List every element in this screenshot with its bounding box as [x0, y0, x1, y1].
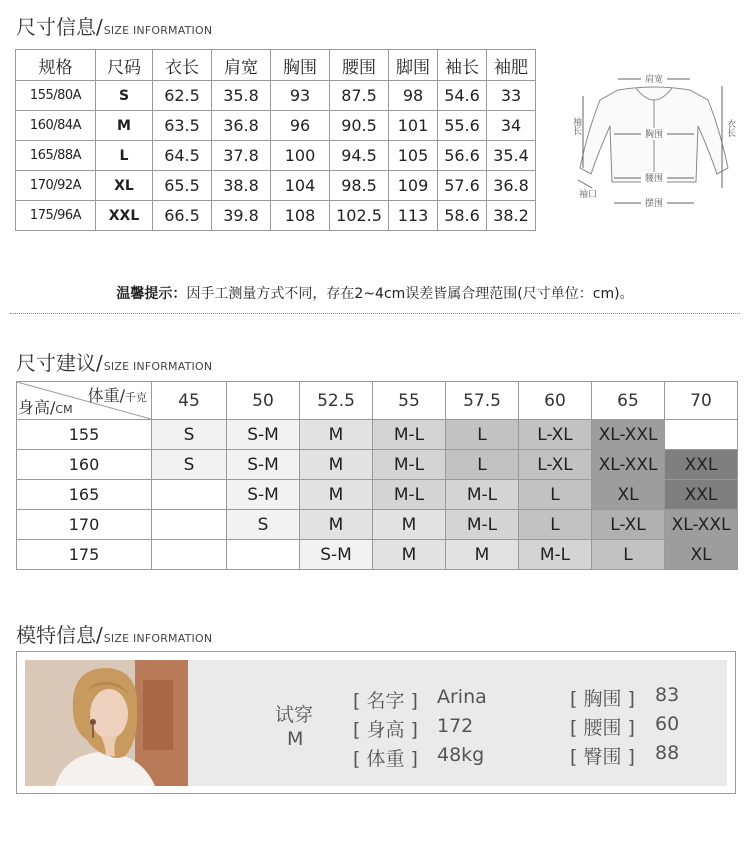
- model-info-box: [16, 651, 736, 794]
- size-suggestion-cell: M: [300, 450, 373, 480]
- weight-header-row: [17, 382, 738, 420]
- size-suggestion-cell: L: [446, 420, 519, 450]
- size-suggestion-cell: [227, 540, 300, 570]
- size-suggestion-cell: XL: [665, 540, 738, 570]
- table-cell: 104: [271, 171, 330, 201]
- diagram-label-shoulder: 肩宽: [644, 75, 664, 85]
- table-cell: 65.5: [153, 171, 212, 201]
- table-cell: 57.6: [438, 171, 487, 201]
- table-cell: 36.8: [212, 111, 271, 141]
- size-suggestion-cell: L-XL: [592, 510, 665, 540]
- table-cell: 87.5: [330, 81, 389, 111]
- table-cell: 35.4: [487, 141, 536, 171]
- table-cell: 98: [389, 81, 438, 111]
- header-cell: 规格: [16, 50, 96, 81]
- table-cell: 39.8: [212, 201, 271, 231]
- diagram-label-length: 衣长: [725, 119, 735, 137]
- model-photo: [25, 660, 188, 786]
- corner-weight-label: 体重/千克: [87, 386, 147, 405]
- spec-cell: 170/92A: [16, 171, 96, 201]
- waist-label: [ 腰围 ]: [570, 717, 635, 739]
- header-cell: 尺码: [96, 50, 153, 81]
- size-suggest-title: [16, 347, 212, 376]
- height-cell: 175: [17, 540, 152, 570]
- header-cell: 腰围: [330, 50, 389, 81]
- table-cell: 34: [487, 111, 536, 141]
- table-cell: 63.5: [153, 111, 212, 141]
- weight-cell: 52.5: [300, 382, 373, 420]
- size-suggestion-cell: XL-XXL: [592, 420, 665, 450]
- model-info-panel: [25, 660, 727, 786]
- size-suggestion-cell: L-XL: [519, 450, 592, 480]
- weight-cell: 55: [373, 382, 446, 420]
- size-suggestion-cell: M: [300, 480, 373, 510]
- size-cell: L: [96, 141, 153, 171]
- corner-height-label: 身高/CM: [18, 398, 73, 417]
- dotted-divider: [10, 313, 740, 314]
- size-suggestion-cell: M-L: [373, 480, 446, 510]
- size-suggestion-cell: XXL: [665, 480, 738, 510]
- weight-value: 48kg: [437, 744, 485, 766]
- height-cell: 165: [17, 480, 152, 510]
- size-suggestion-cell: XL: [592, 480, 665, 510]
- size-table-header: [16, 50, 536, 81]
- size-suggestion-cell: S-M: [227, 450, 300, 480]
- suggestion-rows: [17, 420, 738, 570]
- table-row: [17, 420, 738, 450]
- tip-text: 因手工测量方式不同，存在2~4cm误差皆属合理范围(尺寸单位：cm)。: [186, 286, 634, 302]
- header-cell: 衣长: [153, 50, 212, 81]
- size-suggestion-cell: M-L: [373, 420, 446, 450]
- table-cell: 98.5: [330, 171, 389, 201]
- name-label: [ 名字 ]: [353, 690, 418, 712]
- size-cell: XXL: [96, 201, 153, 231]
- height-cell: 155: [17, 420, 152, 450]
- model-info-title-cn: 模特信息/: [16, 623, 103, 647]
- table-cell: 102.5: [330, 201, 389, 231]
- table-cell: 66.5: [153, 201, 212, 231]
- weight-cell: 65: [592, 382, 665, 420]
- size-info-title: [16, 11, 212, 40]
- table-cell: 58.6: [438, 201, 487, 231]
- size-info-title-en: SIZE INFORMATION: [103, 24, 213, 37]
- table-row: [16, 81, 536, 111]
- table-cell: 38.2: [487, 201, 536, 231]
- diagram-label-sleeve: 袖长: [571, 117, 581, 135]
- table-cell: 54.6: [438, 81, 487, 111]
- chest-label: [ 胸围 ]: [570, 688, 635, 710]
- table-row: [17, 540, 738, 570]
- hip-value: 88: [655, 742, 680, 764]
- weight-cell: 57.5: [446, 382, 519, 420]
- size-suggestion-cell: XL-XXL: [665, 510, 738, 540]
- garment-measurement-diagram: [570, 70, 738, 215]
- table-cell: 93: [271, 81, 330, 111]
- measurement-tip: [0, 283, 750, 303]
- table-cell: 96: [271, 111, 330, 141]
- table-cell: 90.5: [330, 111, 389, 141]
- corner-cell: [17, 382, 152, 420]
- weight-cell: 60: [519, 382, 592, 420]
- size-suggestion-cell: M-L: [519, 540, 592, 570]
- size-suggestion-cell: M-L: [446, 510, 519, 540]
- table-row: [16, 201, 536, 231]
- table-cell: 113: [389, 201, 438, 231]
- diagram-label-hem: 摆围: [644, 199, 664, 209]
- height-label: [ 身高 ]: [353, 719, 418, 741]
- hip-label: [ 臀围 ]: [570, 746, 635, 768]
- header-cell: 胸围: [271, 50, 330, 81]
- tip-label: 温馨提示：: [116, 286, 187, 302]
- size-suggestion-cell: S-M: [227, 420, 300, 450]
- table-row: [17, 480, 738, 510]
- table-cell: 108: [271, 201, 330, 231]
- size-suggestion-cell: XL-XXL: [592, 450, 665, 480]
- size-suggestion-cell: M: [300, 420, 373, 450]
- table-cell: 55.6: [438, 111, 487, 141]
- header-cell: 肩宽: [212, 50, 271, 81]
- spec-cell: 175/96A: [16, 201, 96, 231]
- table-cell: 105: [389, 141, 438, 171]
- size-suggestion-cell: S-M: [227, 480, 300, 510]
- header-cell: 袖肥: [487, 50, 536, 81]
- table-cell: 109: [389, 171, 438, 201]
- size-info-title-cn: 尺寸信息/: [16, 15, 103, 39]
- table-row: [16, 111, 536, 141]
- table-cell: 35.8: [212, 81, 271, 111]
- name-value: Arina: [437, 686, 487, 708]
- table-cell: 33: [487, 81, 536, 111]
- table-cell: 101: [389, 111, 438, 141]
- size-suggestion-cell: XXL: [665, 450, 738, 480]
- table-row: [16, 171, 536, 201]
- height-cell: 170: [17, 510, 152, 540]
- table-row: [17, 510, 738, 540]
- table-row: [17, 450, 738, 480]
- table-row: [16, 141, 536, 171]
- size-cell: XL: [96, 171, 153, 201]
- size-suggestion-cell: [152, 510, 227, 540]
- table-cell: 100: [271, 141, 330, 171]
- size-suggestion-table: [16, 381, 738, 570]
- model-info-title: [16, 619, 212, 648]
- size-suggest-title-cn: 尺寸建议/: [16, 351, 103, 375]
- size-cell: M: [96, 111, 153, 141]
- table-cell: 37.8: [212, 141, 271, 171]
- table-cell: 36.8: [487, 171, 536, 201]
- size-suggestion-cell: L: [446, 450, 519, 480]
- size-suggestion-cell: S: [152, 420, 227, 450]
- size-suggestion-cell: S-M: [300, 540, 373, 570]
- header-cell: 袖长: [438, 50, 487, 81]
- size-suggestion-cell: [152, 480, 227, 510]
- try-label: 试穿: [275, 704, 314, 726]
- diagram-label-waist: 腰围: [644, 174, 664, 184]
- height-value: 172: [437, 715, 474, 737]
- diagram-label-cuff: 袖口: [578, 190, 598, 200]
- size-suggestion-cell: L: [592, 540, 665, 570]
- size-suggestion-cell: M-L: [446, 480, 519, 510]
- diagram-label-chest: 胸围: [644, 130, 664, 140]
- header-cell: 脚围: [389, 50, 438, 81]
- size-cell: S: [96, 81, 153, 111]
- table-cell: 56.6: [438, 141, 487, 171]
- size-suggestion-cell: [152, 540, 227, 570]
- size-suggestion-cell: L: [519, 510, 592, 540]
- size-table: [15, 49, 536, 231]
- size-suggestion-cell: M: [300, 510, 373, 540]
- weight-label: [ 体重 ]: [353, 748, 418, 770]
- size-suggestion-cell: S: [227, 510, 300, 540]
- height-cell: 160: [17, 450, 152, 480]
- table-cell: 38.8: [212, 171, 271, 201]
- size-suggestion-cell: S: [152, 450, 227, 480]
- size-suggestion-cell: M: [373, 540, 446, 570]
- spec-cell: 160/84A: [16, 111, 96, 141]
- try-size: M: [287, 728, 304, 750]
- waist-value: 60: [655, 713, 680, 735]
- table-cell: 64.5: [153, 141, 212, 171]
- chest-value: 83: [655, 684, 680, 706]
- weight-cell: 50: [227, 382, 300, 420]
- size-suggestion-cell: M: [446, 540, 519, 570]
- spec-cell: 165/88A: [16, 141, 96, 171]
- size-suggestion-cell: M-L: [373, 450, 446, 480]
- size-suggestion-cell: [665, 420, 738, 450]
- spec-cell: 155/80A: [16, 81, 96, 111]
- size-suggestion-cell: L-XL: [519, 420, 592, 450]
- model-info-title-en: SIZE INFORMATION: [103, 632, 213, 645]
- table-cell: 62.5: [153, 81, 212, 111]
- size-suggest-title-en: SIZE INFORMATION: [103, 360, 213, 373]
- table-cell: 94.5: [330, 141, 389, 171]
- size-suggestion-cell: L: [519, 480, 592, 510]
- weight-cell: 70: [665, 382, 738, 420]
- size-suggestion-cell: M: [373, 510, 446, 540]
- weight-cell: 45: [152, 382, 227, 420]
